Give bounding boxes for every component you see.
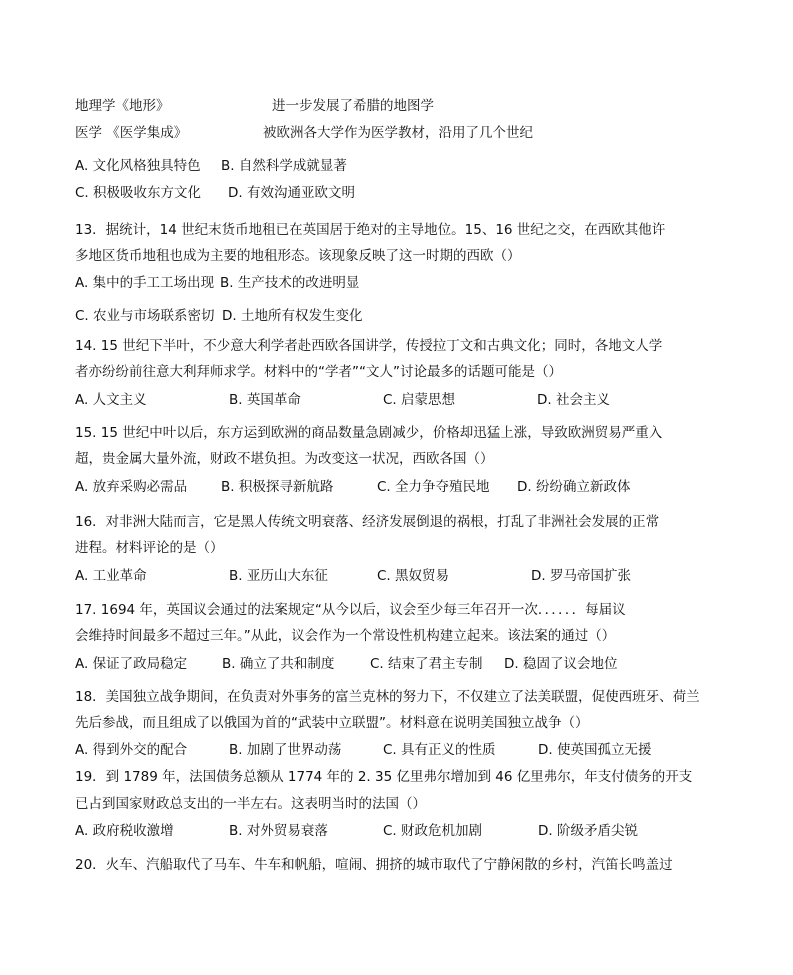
q14-option-b: B. 英国革命: [229, 392, 301, 408]
table-row-1-right: 进一步发展了希腊的地图学: [272, 98, 434, 114]
q19-line-2: 已占到国家财政总支出的一半左右。这表明当时的法国（）: [75, 796, 426, 812]
q16-line-1: 16．对非洲大陆而言，它是黑人传统文明衰落、经济发展倒退的祸根，打乱了非洲社会发展的正常: [75, 514, 660, 530]
q17-option-b: B. 确立了共和制度: [222, 656, 335, 672]
q15-option-c: C. 全力争夺殖民地: [377, 479, 490, 495]
q17-option-c: C. 结束了君主专制: [370, 656, 483, 672]
q15-option-a: A. 放弃采购必需品: [75, 479, 188, 495]
q13-option-a: A. 集中的手工工场出现: [75, 275, 215, 291]
q12-option-a: A. 文化风格独具特色: [75, 158, 201, 174]
q16-option-d: D. 罗马帝国扩张: [531, 568, 631, 584]
q19-line-1: 19．到 1789 年，法国债务总额从 1774 年的 2. 35 亿里弗尔增加到 46 亿里弗尔，年支付债务的开支: [75, 769, 693, 785]
table-row-1-left: 地理学《地形》: [75, 98, 170, 114]
q12-option-c: C. 积极吸收东方文化: [75, 185, 202, 201]
q16-option-a: A. 工业革命: [75, 568, 147, 584]
q19-option-c: C. 财政危机加剧: [383, 823, 483, 839]
q17-line-2: 会维持时间最多不超过三年。”从此，议会作为一个常设性机构建立起来。该法案的通过（）: [75, 628, 616, 644]
q18-option-a: A. 得到外交的配合: [75, 742, 188, 758]
q18-option-b: B. 加剧了世界动荡: [229, 742, 342, 758]
q14-line-2: 者亦纷纷前往意大利拜师求学。材料中的“学者”“文人”讨论最多的话题可能是（）: [75, 364, 562, 380]
q17-option-a: A. 保证了政局稳定: [75, 656, 188, 672]
q19-option-a: A. 政府税收激增: [75, 823, 174, 839]
q14-line-1: 14. 15 世纪下半叶，不少意大利学者赴西欧各国讲学，传授拉丁文和古典文化；同时，各地文人学: [75, 338, 663, 354]
q15-line-1: 15. 15 世纪中叶以后，东方运到欧洲的商品数量急剧减少，价格却迅猛上涨，导致欧洲贸易严重入: [75, 425, 663, 441]
q17-line-1: 17. 1694 年，英国议会通过的法案规定“从今以后，议会至少每三年召开一次．．．．．．每届议: [75, 602, 626, 618]
q14-option-a: A. 人文主义: [75, 392, 147, 408]
q14-option-c: C. 启蒙思想: [383, 392, 456, 408]
q13-option-b: B. 生产技术的改进明显: [220, 275, 360, 291]
q19-option-d: D. 阶级矛盾尖锐: [538, 823, 638, 839]
q12-option-d: D. 有效沟通亚欧文明: [228, 185, 355, 201]
q18-line-2: 先后参战，而且组成了以俄国为首的“武装中立联盟”。材料意在说明美国独立战争（）: [75, 715, 589, 731]
q15-option-d: D. 纷纷确立新政体: [517, 479, 631, 495]
q16-option-c: C. 黑奴贸易: [377, 568, 450, 584]
table-row-2-right: 被欧洲各大学作为医学教材，沿用了几个世纪: [263, 125, 533, 141]
q19-option-b: B. 对外贸易衰落: [229, 823, 328, 839]
q15-option-b: B. 积极探寻新航路: [221, 479, 334, 495]
q18-option-c: C. 具有正义的性质: [383, 742, 496, 758]
q13-option-d: D. 土地所有权发生变化: [222, 308, 363, 324]
q16-line-2: 进程。材料评论的是（）: [75, 540, 224, 556]
q13-option-c: C. 农业与市场联系密切: [75, 308, 215, 324]
q13-line-2: 多地区货币地租也成为主要的地租形态。该现象反映了这一时期的西欧（）: [75, 248, 521, 264]
q17-option-d: D. 稳固了议会地位: [504, 656, 618, 672]
q18-option-d: D. 使英国孤立无援: [538, 742, 652, 758]
q18-line-1: 18．美国独立战争期间，在负责对外事务的富兰克林的努力下，不仅建立了法美联盟，促使西班牙、荷兰: [75, 689, 700, 705]
q13-line-1: 13．据统计，14 世纪末货币地租已在英国居于绝对的主导地位。15、16 世纪之交，在西欧其他许: [75, 222, 666, 238]
q15-line-2: 超，贵金属大量外流，财政不堪负担。为改变这一状况，西欧各国（）: [75, 451, 494, 467]
q14-option-d: D. 社会主义: [537, 392, 610, 408]
q12-option-b: B. 自然科学成就显著: [221, 158, 347, 174]
table-row-2-left: 医学 《医学集成》: [75, 125, 188, 141]
q16-option-b: B. 亚历山大东征: [229, 568, 328, 584]
q20-line-1: 20．火车、汽船取代了马车、牛车和帆船，喧闹、拥挤的城市取代了宁静闲散的乡村，汽笛长鸣盖过: [75, 857, 673, 873]
